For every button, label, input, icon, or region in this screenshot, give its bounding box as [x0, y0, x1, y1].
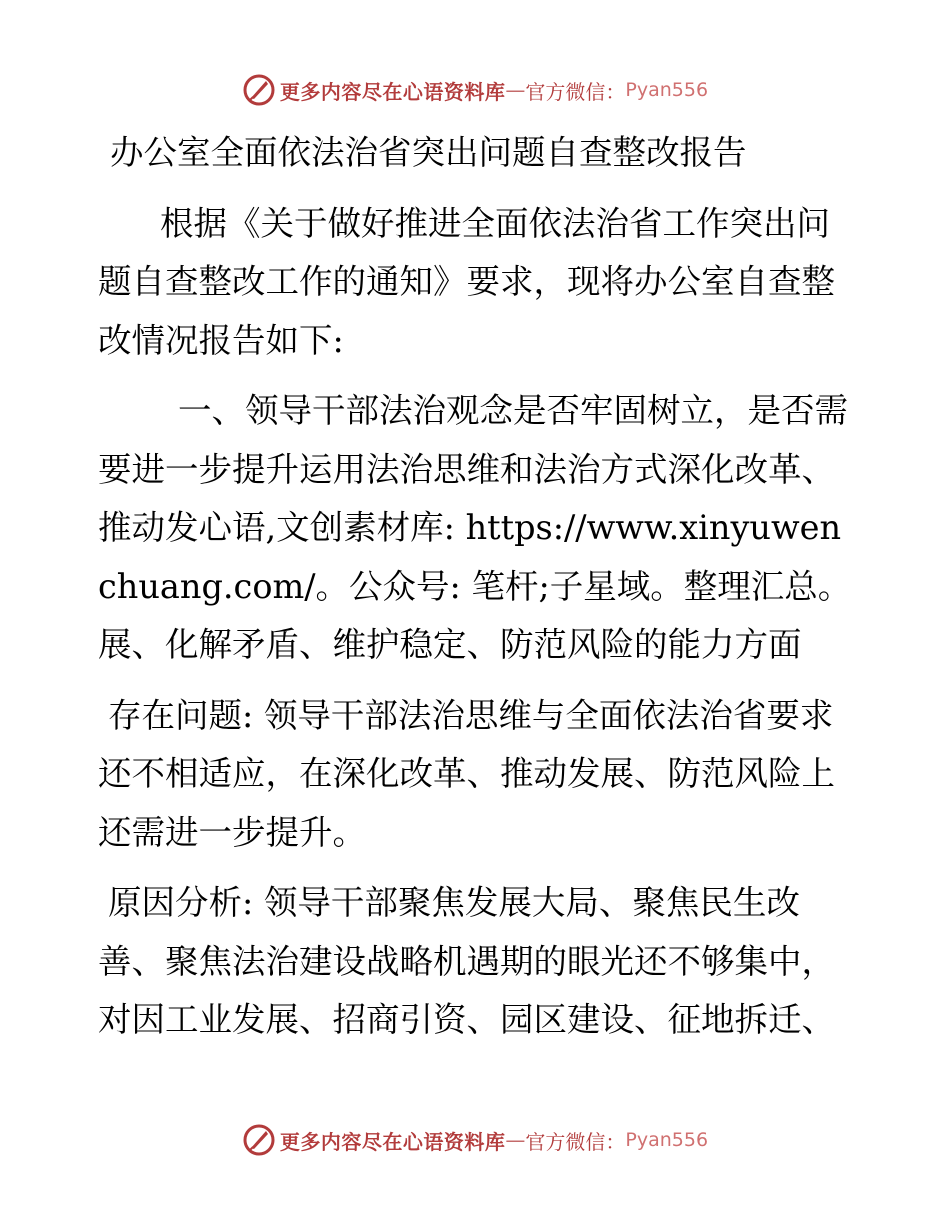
header-watermark — [0, 70, 950, 110]
watermark-main-text: 更多内容尽在心语资料库 — [279, 79, 506, 104]
watermark-main-text: 更多内容尽在心语资料库 — [279, 1129, 506, 1154]
watermark-label: 官方微信： — [525, 1129, 626, 1154]
paragraph-section-one: 一、领导干部法治观念是否牢固树立，是否需要进一步提升运用法治思维和法治方式深化改革、推动发心语,文创素材库: https://www.xinyuwenchuang.com/。公众号: 笔杆;子星域。整理汇总。展、化解矛盾、维护稳定、防范风险的能力方面 — [98, 391, 852, 664]
quill-logo-icon — [242, 1123, 276, 1157]
paragraph-intro: 根据《关于做好推进全面依法治省工作突出问题自查整改工作的通知》要求，现将办公室自查整改情况报告如下: — [98, 203, 835, 360]
watermark-wechat-id: Pyan556 — [625, 79, 709, 101]
watermark-label: 官方微信： — [525, 79, 626, 104]
watermark-dash: — — [505, 1128, 526, 1152]
paragraph-problems: 存在问题: 领导干部法治思维与全面依法治省要求还不相适应，在深化改革、推动发展、防范风险上还需进一步提升。 — [98, 695, 835, 852]
quill-logo-icon — [242, 73, 276, 107]
watermark-wechat-id: Pyan556 — [625, 1129, 709, 1151]
watermark-dash: — — [505, 78, 526, 102]
document-body — [98, 124, 856, 1050]
document-title: 办公室全面依法治省突出问题自查整改报告 — [110, 133, 747, 172]
paragraph-analysis: 原因分析: 领导干部聚焦发展大局、聚焦民生改善、聚焦法治建设战略机遇期的眼光还不够集中，对因工业发展、招商引资、园区建设、征地拆迁、 — [98, 883, 835, 1039]
footer-watermark — [0, 1120, 950, 1160]
